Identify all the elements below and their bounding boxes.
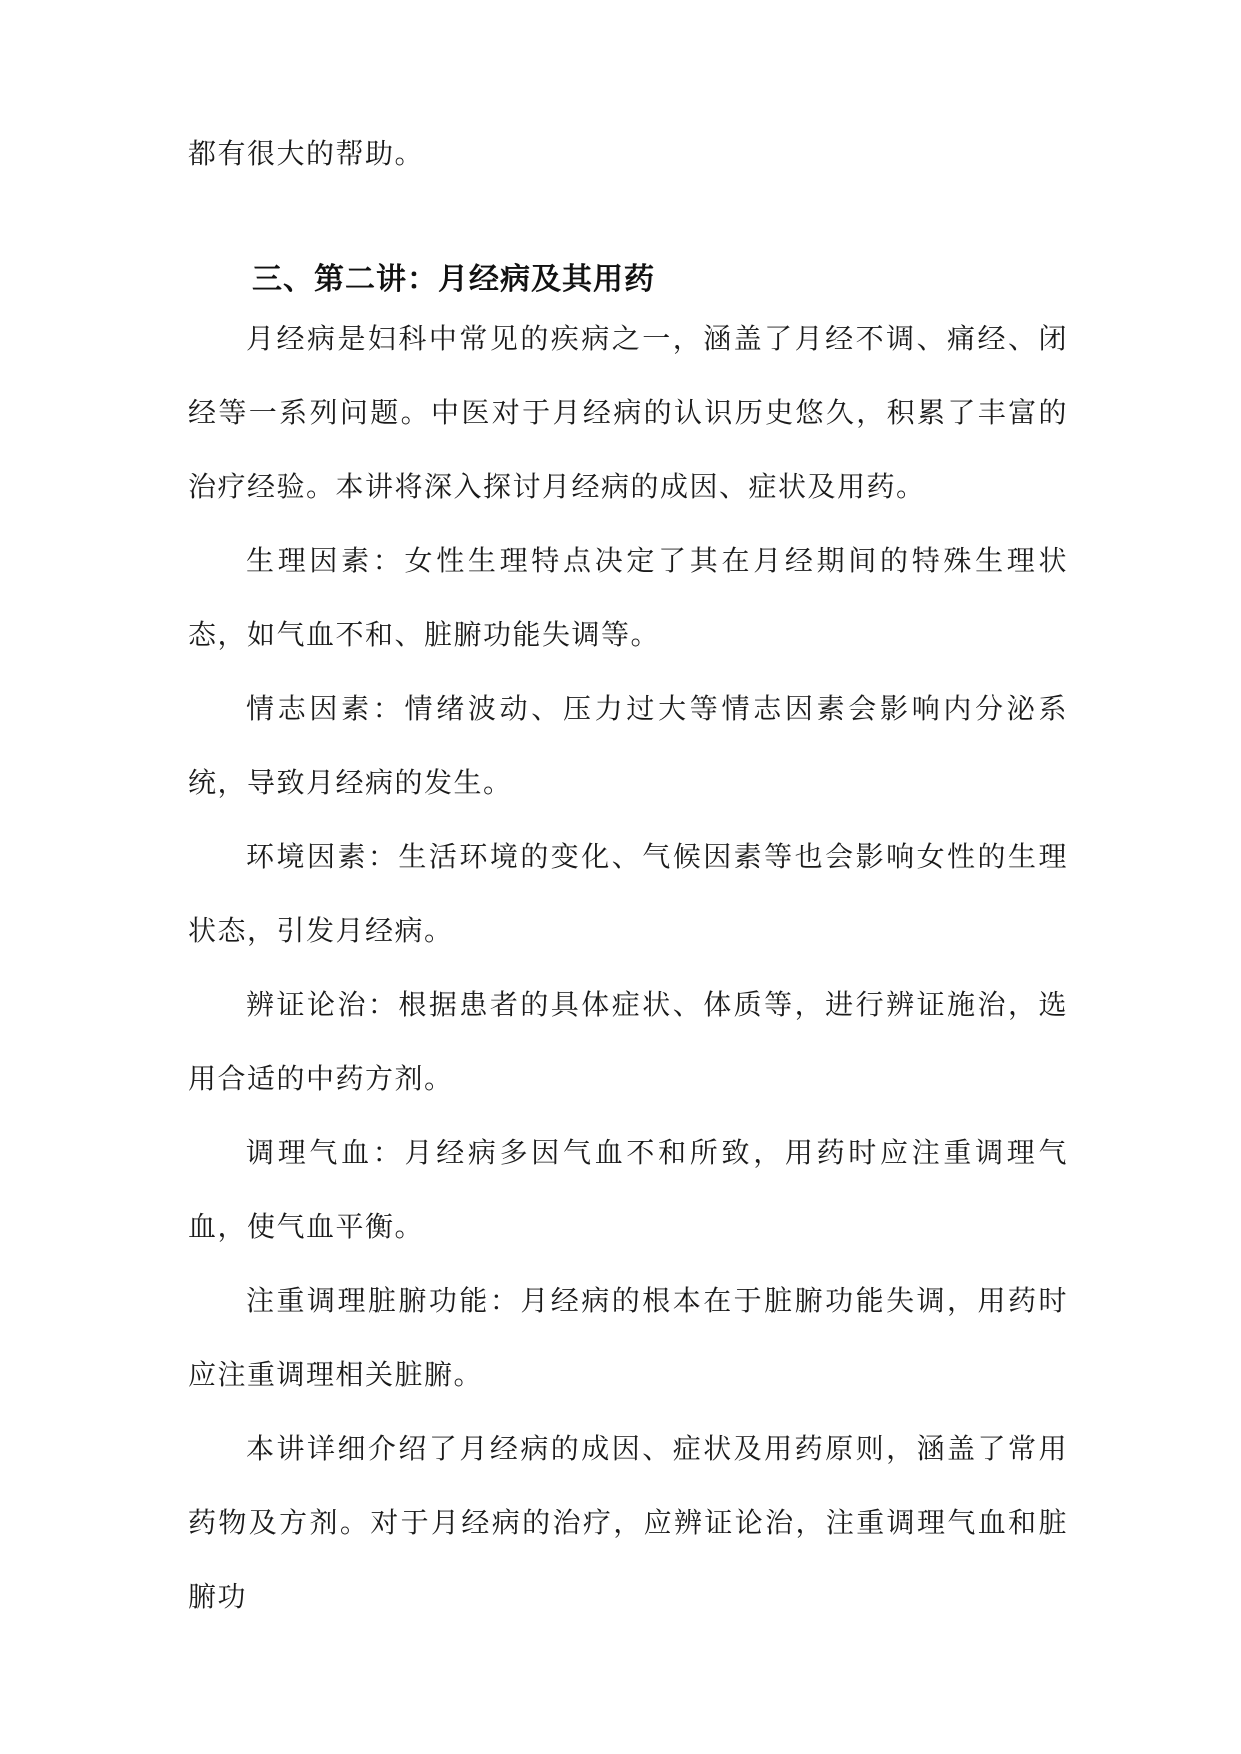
paragraph-summary: 本讲详细介绍了月经病的成因、症状及用药原则，涵盖了常用药物及方剂。对于月经病的治疗，应辨证论治，注重调理气血和脏腑功 [188, 1432, 1068, 1613]
section-heading: 三、第二讲：月经病及其用药 [252, 262, 655, 297]
continuation-paragraph: 都有很大的帮助。 [188, 137, 425, 170]
paragraph-regulate-organs: 注重调理脏腑功能：月经病的根本在于脏腑功能失调，用药时应注重调理相关脏腑。 [188, 1284, 1068, 1391]
paragraph-emotional-factors: 情志因素：情绪波动、压力过大等情志因素会影响内分泌系统，导致月经病的发生。 [188, 692, 1068, 799]
paragraph-regulate-qi-blood: 调理气血：月经病多因气血不和所致，用药时应注重调理气血，使气血平衡。 [188, 1136, 1068, 1243]
paragraph-environmental-factors: 环境因素：生活环境的变化、气候因素等也会影响女性的生理状态，引发月经病。 [188, 840, 1068, 947]
paragraph-physiological-factors: 生理因素：女性生理特点决定了其在月经期间的特殊生理状态，如气血不和、脏腑功能失调等。 [188, 544, 1068, 651]
continuation-block [188, 117, 1068, 191]
paragraph-syndrome-differentiation: 辨证论治：根据患者的具体症状、体质等，进行辨证施治，选用合适的中药方剂。 [188, 988, 1068, 1095]
body-text [188, 302, 1068, 1634]
paragraph-intro: 月经病是妇科中常见的疾病之一，涵盖了月经不调、痛经、闭经等一系列问题。中医对于月经病的认识历史悠久，积累了丰富的治疗经验。本讲将深入探讨月经病的成因、症状及用药。 [188, 322, 1068, 503]
